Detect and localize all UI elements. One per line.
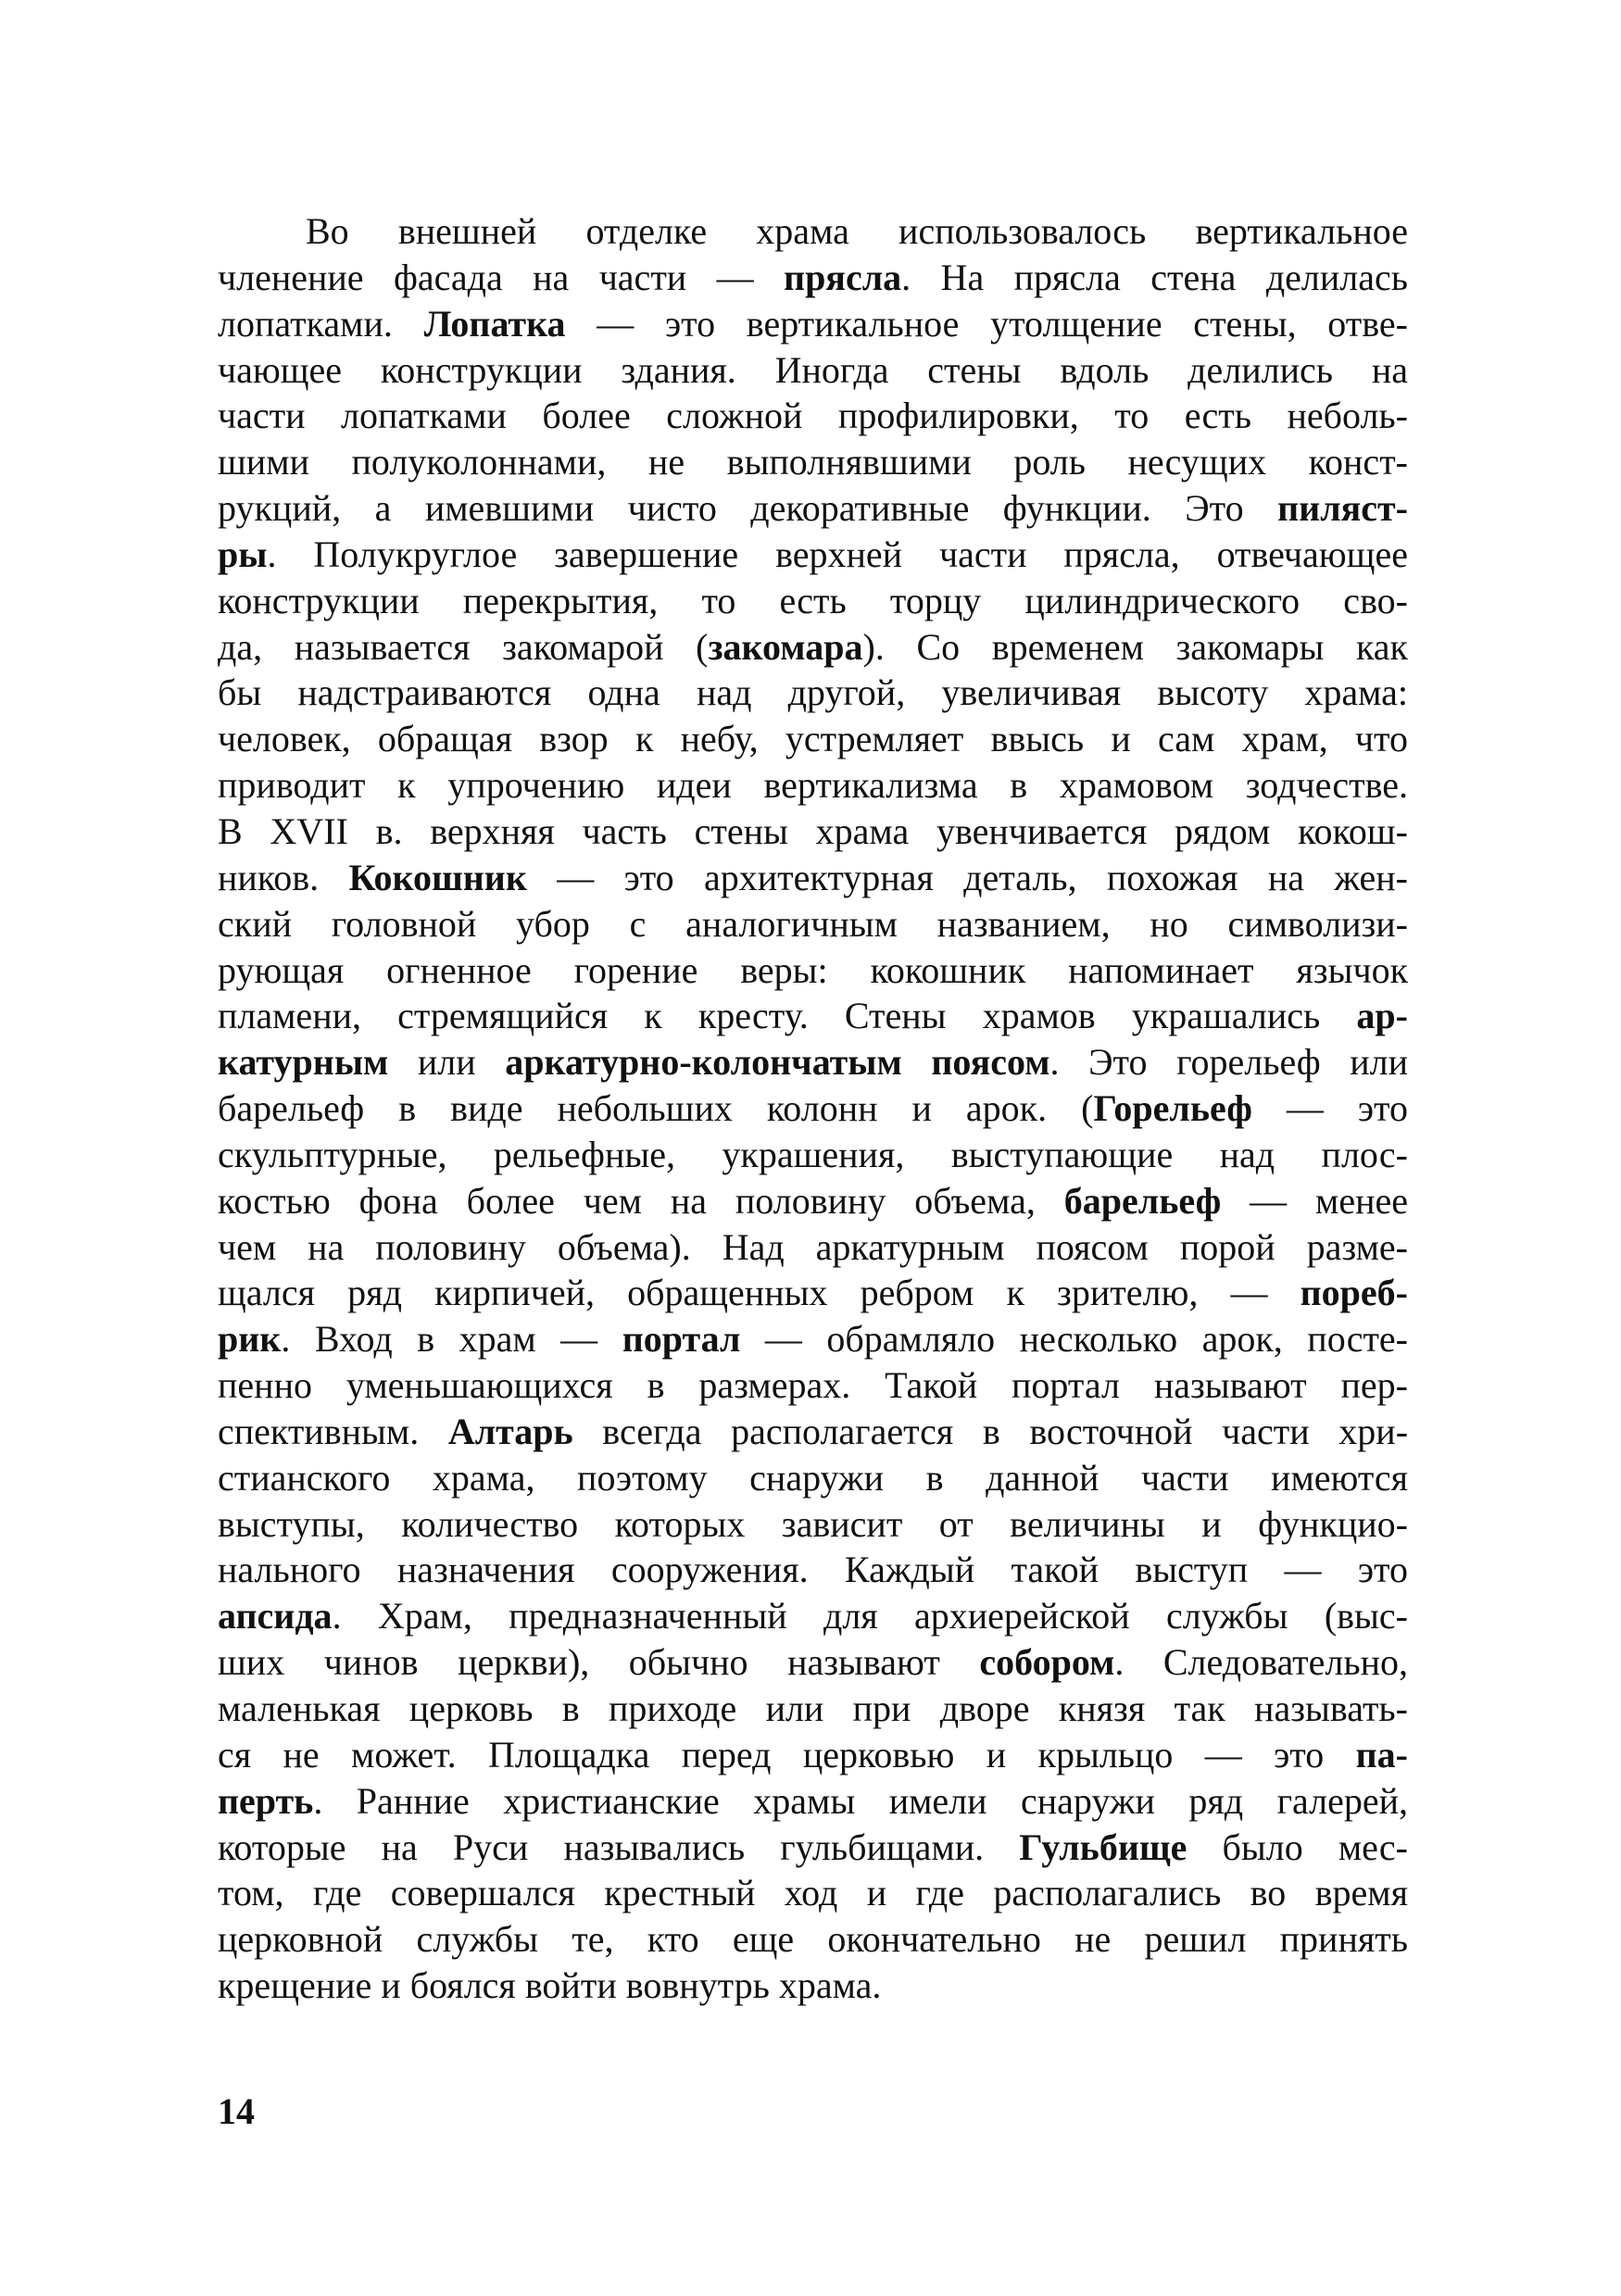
text-line [218,1455,1408,1501]
text-segment: бы надстраиваются одна над другой, увеличивая высоту храма: [218,671,1408,714]
text-segment: выступы, количество которых зависит от величины и функцио- [218,1502,1408,1545]
text-segment: рующая огненное горение веры: кокошник напоминает язычок [218,948,1408,991]
text-line [218,439,1408,485]
text-line [218,1778,1408,1825]
text-segment: стианского храма, поэтому снаружи в данной части имеются [218,1456,1408,1499]
text-segment: членение фасада на части — [218,256,785,298]
text-segment: чем на половину объема). Над аркатурным поясом порой разме- [218,1225,1408,1268]
text-line [218,1178,1408,1224]
text-segment: В XVII в. верхняя часть стены храма увенчивается рядом кокош- [218,809,1408,852]
bold-term: па- [1355,1733,1408,1775]
text-segment: нального назначения сооружения. Каждый такой выступ — это [218,1549,1408,1591]
text-segment: человек, обращая взор к небу, устремляет ввысь и сам храм, что [218,718,1408,760]
text-line [218,716,1408,762]
text-segment: — обрамляло несколько арок, посте- [740,1318,1409,1361]
text-line [218,1916,1408,1963]
text-segment: . Храм, предназначенный для архиерейской службы (выс- [332,1595,1408,1637]
bold-term: рик [218,1318,282,1361]
text-segment: Во внешней отделке храма использовалось вертикальное [306,210,1408,252]
text-segment: крещение и боялся войти вовнутрь храма. [218,1964,882,2007]
bold-term: ры [218,533,268,575]
text-segment: маленькая церковь в приходе или при дворе князя так называть- [218,1687,1408,1729]
text-line [218,1825,1408,1871]
text-segment: пламени, стремящийся к кресту. Стены храмов украшались [218,995,1357,1037]
text-segment: ников. [218,856,349,898]
text-line [218,485,1408,532]
text-segment: приводит к упрочению идеи вертикализма в храмовом зодчестве. [218,764,1408,807]
text-line [218,855,1408,901]
bold-term: Кокошник [348,856,527,898]
text-line [218,1547,1408,1593]
bold-term: барельеф [1063,1179,1222,1222]
bold-term: Лопатка [423,302,566,345]
bold-term: пореб- [1300,1272,1408,1314]
text-line [218,1732,1408,1778]
bold-term: Гульбище [1019,1826,1187,1868]
bold-term: перть [218,1779,314,1822]
text-line [218,301,1408,347]
text-line [218,1409,1408,1455]
text-segment: ших чинов церкви), обычно называют [218,1641,980,1684]
text-line [218,1963,1408,2009]
text-line [218,947,1408,994]
text-segment: лопатками. [218,302,424,345]
text-segment: которые на Руси назывались гульбищами. [218,1826,1020,1868]
bold-term: портал [622,1318,741,1361]
text-segment: костью фона более чем на половину объема, [218,1179,1064,1222]
text-segment: ). Со временем закомары как [862,625,1408,668]
bold-term: закомара [708,625,863,668]
body-paragraph [218,208,1408,2009]
text-line [218,624,1408,671]
text-line [218,578,1408,624]
bold-term: аркатурно-колончатым поясом [505,1041,1050,1084]
text-line [218,1870,1408,1916]
text-line [218,1501,1408,1548]
text-segment: части лопатками более сложной профилировки, то есть неболь- [218,395,1408,437]
bold-term: прясла [784,256,902,298]
text-line [218,1686,1408,1732]
text-segment: ся не может. Площадка перед церковью и крыльцо — это [218,1733,1356,1775]
text-line [218,1132,1408,1178]
text-segment: . Полукруглое завершение верхней части прясла, отвечающее [267,533,1408,575]
text-segment: . Это горельеф или [1049,1041,1408,1084]
bold-term: Алтарь [447,1410,573,1452]
text-segment: том, где совершался крестный ход и где располагались во время [218,1872,1408,1914]
text-segment: барельеф в виде небольших колонн и арок. ( [218,1087,1094,1130]
text-segment: или [388,1041,506,1084]
text-line [218,1362,1408,1409]
bold-term: Горельеф [1093,1087,1252,1130]
bold-term: ар- [1356,995,1408,1037]
text-segment: скульптурные, рельефные, украшения, выступающие над плос- [218,1133,1408,1175]
text-line [218,208,1408,255]
text-segment: конструкции перекрытия, то есть торцу цилиндрического сво- [218,579,1408,621]
text-segment: . Следовательно, [1114,1641,1409,1684]
text-segment: спективным. [218,1410,448,1452]
text-line [218,901,1408,947]
text-line [218,1593,1408,1639]
text-segment: — это [1251,1087,1409,1130]
bold-term: пиляст- [1277,487,1408,530]
text-segment: . Вход в храм — [281,1318,622,1361]
text-line [218,1639,1408,1686]
text-line [218,762,1408,809]
text-segment: . На прясла стена делилась [901,256,1408,298]
text-segment: ский головной убор с аналогичным названием, но символизи- [218,902,1408,945]
text-segment: — это архитектурная деталь, похожая на жен- [526,856,1408,898]
text-segment: . Ранние христианские храмы имели снаружи ряд галерей, [313,1779,1408,1822]
text-segment: щался ряд кирпичей, обращенных ребром к зрителю, — [218,1272,1301,1314]
text-line [218,532,1408,578]
text-segment: было мес- [1187,1826,1409,1868]
page-number: 14 [218,2090,255,2132]
bold-term: катурным [218,1041,389,1084]
text-segment: всегда располагается в восточной части хри- [572,1410,1409,1452]
text-segment: — менее [1221,1179,1408,1222]
text-line [218,1039,1408,1085]
text-line [218,1316,1408,1362]
text-segment: рукций, а имевшими чисто декоративные функции. Это [218,487,1278,530]
text-line [218,347,1408,394]
text-line [218,1085,1408,1132]
text-line [218,670,1408,716]
text-segment: — это вертикальное утолщение стены, отве- [565,302,1408,345]
text-segment: да, называется закомарой ( [218,625,709,668]
text-line [218,993,1408,1039]
bold-term: апсида [218,1595,333,1637]
text-segment: церковной службы те, кто еще окончательно не решил принять [218,1918,1408,1961]
text-line [218,393,1408,439]
text-line [218,255,1408,301]
bold-term: собором [979,1641,1115,1684]
text-segment: шими полуколоннами, не выполнявшими роль несущих конст- [218,441,1408,483]
text-segment: пенно уменьшающихся в размерах. Такой портал называют пер- [218,1364,1408,1407]
text-segment: чающее конструкции здания. Иногда стены вдоль делились на [218,348,1408,391]
text-line [218,809,1408,855]
text-line [218,1270,1408,1316]
text-line [218,1224,1408,1271]
